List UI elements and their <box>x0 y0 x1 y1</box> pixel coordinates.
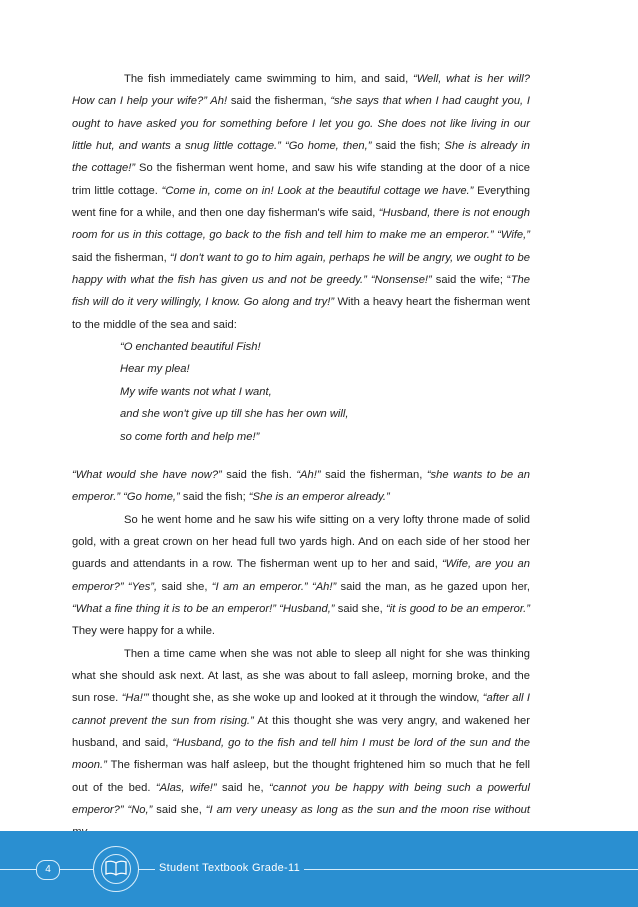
paragraph-4: Then a time came when she was not able to sleep all night for she was thinking what she should ask next. At last, as she was about to fall asleep, morning broke, and the sun rose. “Ha!'” thought she, as she woke up and looked at it through the window, “after all I cannot prevent the sun from rising.” At this thought she was very angry, and wakened her husband, and said, “Husband, go to the fish and tell him I must be lord of the sun and the moon.” The fisherman was half asleep, but the thought frightened him so much that he fell out of the bed. “Alas, wife!” said he, “cannot you be happy with being such a powerful emperor?” “No,” said she, “I am very uneasy as long as the sun and the moon rise without <box>72 643 530 844</box>
italic-speech: “cannot you be happy with being such a powerful emperor?” “No,” <box>72 781 530 816</box>
italic-speech: “she says that when I had caught you, I ought to have asked you for something before I let you go. She does not like living in our little hut, and wants a snug little cottage.” “Go home, then,” <box>72 95 530 153</box>
paragraph-2: “What would she have now?” said the fish. “Ah!” said the fisherman, “she wants to be an emperor.” “Go home,” said the fish; “She is an emperor already.” <box>72 468 530 504</box>
paragraph-3: So he went home and he saw his wife sitting on a very lofty throne made of solid gold, with a great crown on her head full two yards high. And on each side of her stood her guards and attendants in a row. The fisherman went up to her and said, “Wife, are you an emperor?” “Yes”, said she, “I am an emperor.” “Ah!” said the man, as he gazed upon her, “What a fine thing it is to be an emperor!” “Husband,” said she, “it is good to be an emperor.” They were happy for a while. <box>72 513 531 638</box>
poem-line: and she won't give up till she has her own will, <box>120 408 349 421</box>
poem-line: Hear my plea! <box>120 363 190 376</box>
italic-speech: “I don't want to go to him again, perhaps he will be angry, we ought to be happy with what the fish has given us and not be greedy.” “Nonsense!” <box>72 251 530 287</box>
italic-speech: “Husband, there is not enough room for us in this cottage, go back to the fish and tell him to make me an emperor.” “Wife,” <box>72 207 530 242</box>
italic-speech: “it is good to be an emperor.” <box>385 602 530 615</box>
paragraph-1: The fish immediately came swimming to him, and said, “Well, what is her will? How can I help your wife?” Ah! said the fisherman, “she says that when I had caught you, I ought to have asked you for something before I let you go. She does not like living in our little hut, and wants a snug little cottage.” “Go home, then,” said the fish; She is already in the cottage!” So the fisherman went home, and saw his wife standing at the door of a nice trim little cottage. “Come in, come on in! Look at the beautiful cottage we have.” Everything went fine for a while, and then one day fisherman's wife said, “Husband, there is not enough room for us in this cottage, go back to the fish and tell him to make me an emperor.” “Wife,” said the fisherman, “I don't want to go to him again, perhaps he will be angry, we ought to be happy with what the fish has given us and not be greedy.” “Nonsense!” said the wife; “The fish will do it very willingly, I know. Go along and try!” With a heavy heart the fisherman went to the middle of the sea and said: <box>72 73 530 331</box>
book-badge <box>93 846 139 892</box>
poem-line: My wife wants not what I want, <box>120 385 272 398</box>
italic-speech: “Wife, are you an emperor?” “Yes”, <box>72 558 530 593</box>
italic-speech: She is already in the cottage!” <box>72 140 530 175</box>
italic-speech: “What would she have now?” <box>72 468 222 481</box>
italic-speech: “Well, what is her will? How can I help your wife?” Ah! <box>72 73 530 108</box>
italic-speech: “Husband, go to the fish and tell him I must be lord of the sun and the moon.” <box>72 736 531 772</box>
italic-speech: “after all I cannot prevent the sun from rising.” <box>72 692 530 727</box>
poem-line: so come forth and help me!” <box>120 430 260 443</box>
italic-speech: “Ah!” <box>296 468 321 481</box>
italic-speech: “Ha!'” <box>121 692 149 705</box>
italic-speech: “I am very uneasy as long as the sun and the moon rise without <box>205 804 531 816</box>
footer-title: Student Textbook Grade-11 <box>155 859 304 877</box>
italic-speech: “Alas, wife!” <box>155 781 217 794</box>
italic-speech: “She is an emperor already.” <box>248 491 390 504</box>
open-book-icon <box>105 860 127 877</box>
page-body <box>72 68 530 844</box>
italic-speech: The fish will do it very willingly, I know. Go along and try!” <box>72 274 530 309</box>
italic-speech: “she wants to be an emperor.” “Go home,” <box>72 468 530 504</box>
italic-speech: “What a fine thing it is to be an emperor!” “Husband,” <box>72 602 335 615</box>
italic-speech: “I am an emperor.” “Ah!” <box>211 580 337 593</box>
italic-speech: “Come in, come on in! Look at the beautiful cottage we have.” <box>161 184 474 197</box>
page-number: 4 <box>36 860 60 880</box>
poem <box>72 336 530 448</box>
poem-line: “O enchanted beautiful Fish! <box>120 341 261 354</box>
footer-bar <box>0 831 638 907</box>
